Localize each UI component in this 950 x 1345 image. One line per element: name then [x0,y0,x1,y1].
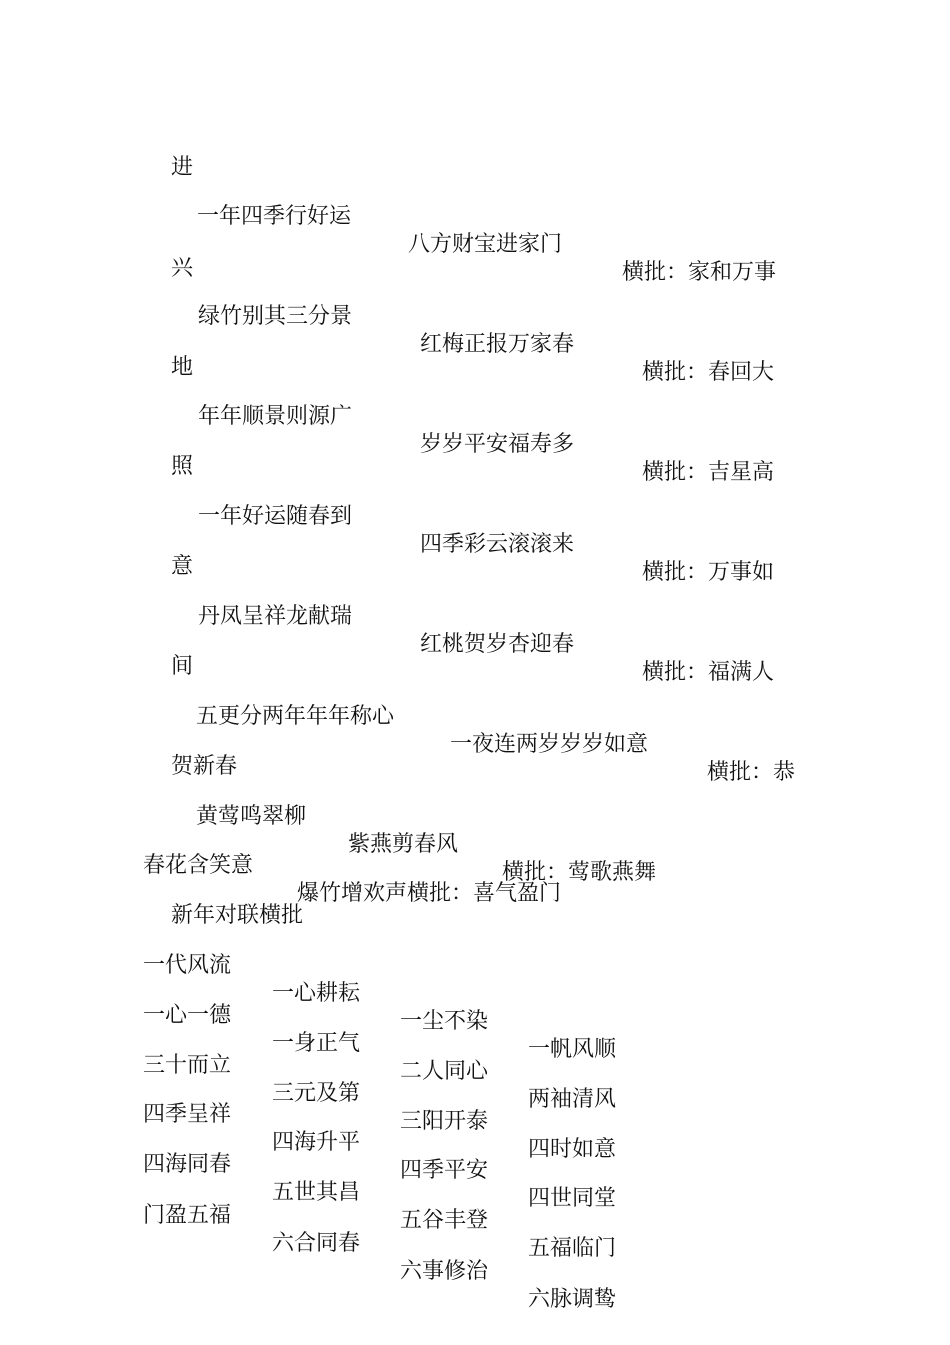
upper-couplet: 五更分两年年年称心 [196,704,395,729]
lower-couplet: 四季彩云滚滚来 [420,532,575,557]
hengpi-item: 一代风流 [143,953,232,978]
hengpi-item: 门盈五福 [143,1203,232,1228]
hengpi-row [0,1174,950,1342]
hengpi-item: 四海同春 [143,1152,232,1177]
hengpi-item: 四海升平 [272,1130,361,1155]
upper-couplet: 丹凤呈祥龙献瑞 [198,604,353,629]
hengpi-item: 二人同心 [400,1059,489,1084]
upper-couplet: 春花含笑意 [143,853,254,878]
upper-couplet: 年年顺景则源广 [198,404,353,429]
hengpi-item: 三元及第 [272,1081,361,1106]
hengpi-item: 五世其昌 [272,1180,361,1205]
lower-couplet: 八方财宝进家门 [408,232,563,257]
hengpi-item: 六合同春 [272,1231,361,1256]
text-line: 贺新春 [170,754,237,779]
hengpi-item: 一心一德 [143,1003,232,1028]
lower-couplet: 红桃贺岁杏迎春 [420,632,575,657]
upper-couplet: 绿竹别其三分景 [198,304,353,329]
upper-couplet: 一年四季行好运 [197,204,352,229]
hengpi-item: 四世同堂 [528,1186,617,1211]
horizontal-scroll: 横批：家和万事 [622,260,777,285]
section-title-text: 新年对联横批 [170,903,303,928]
hengpi-item: 一帆风顺 [528,1037,617,1062]
lower-couplet: 红梅正报万家春 [420,332,575,357]
hengpi-item: 一尘不染 [400,1009,489,1034]
hengpi-item: 五福临门 [528,1236,617,1261]
hengpi-item: 三阳开泰 [400,1109,489,1134]
hengpi-item: 三十而立 [143,1053,232,1078]
text-line: 进 [170,155,193,180]
hengpi-item: 五谷丰登 [400,1208,489,1233]
text-line: 地 [170,355,193,380]
text-line: 兴 [170,256,193,281]
horizontal-scroll: 横批：福满人 [642,660,775,685]
horizontal-scroll: 横批：莺歌燕舞 [502,860,657,885]
text-line: 间 [170,654,193,679]
text-line: 意 [170,554,193,579]
lower-couplet: 一夜连两岁岁岁如意 [450,732,649,757]
upper-couplet: 一年好运随春到 [198,504,353,529]
horizontal-scroll: 横批：吉星高 [642,460,775,485]
hengpi-item: 六事修治 [400,1259,489,1284]
hengpi-item: 六脉调鸷 [528,1287,617,1312]
hengpi-item: 一身正气 [272,1031,361,1056]
lower-couplet: 岁岁平安福寿多 [420,432,575,457]
hengpi-item: 四时如意 [528,1137,617,1162]
hengpi-item: 两袖清风 [528,1087,617,1112]
lower-couplet: 紫燕剪春风 [348,832,459,857]
horizontal-scroll: 横批：春回大 [642,360,775,385]
horizontal-scroll: 横批：万事如 [642,560,775,585]
lower-couplet-with-hengpi: 爆竹增欢声横批：喜气盈门 [297,881,562,906]
hengpi-item: 一心耕耘 [272,981,361,1006]
horizontal-scroll: 横批：恭 [707,760,796,785]
hengpi-item: 四季呈祥 [143,1102,232,1127]
upper-couplet: 黄莺鸣翠柳 [196,804,307,829]
text-line: 照 [170,454,193,479]
hengpi-item: 四季平安 [400,1158,489,1183]
